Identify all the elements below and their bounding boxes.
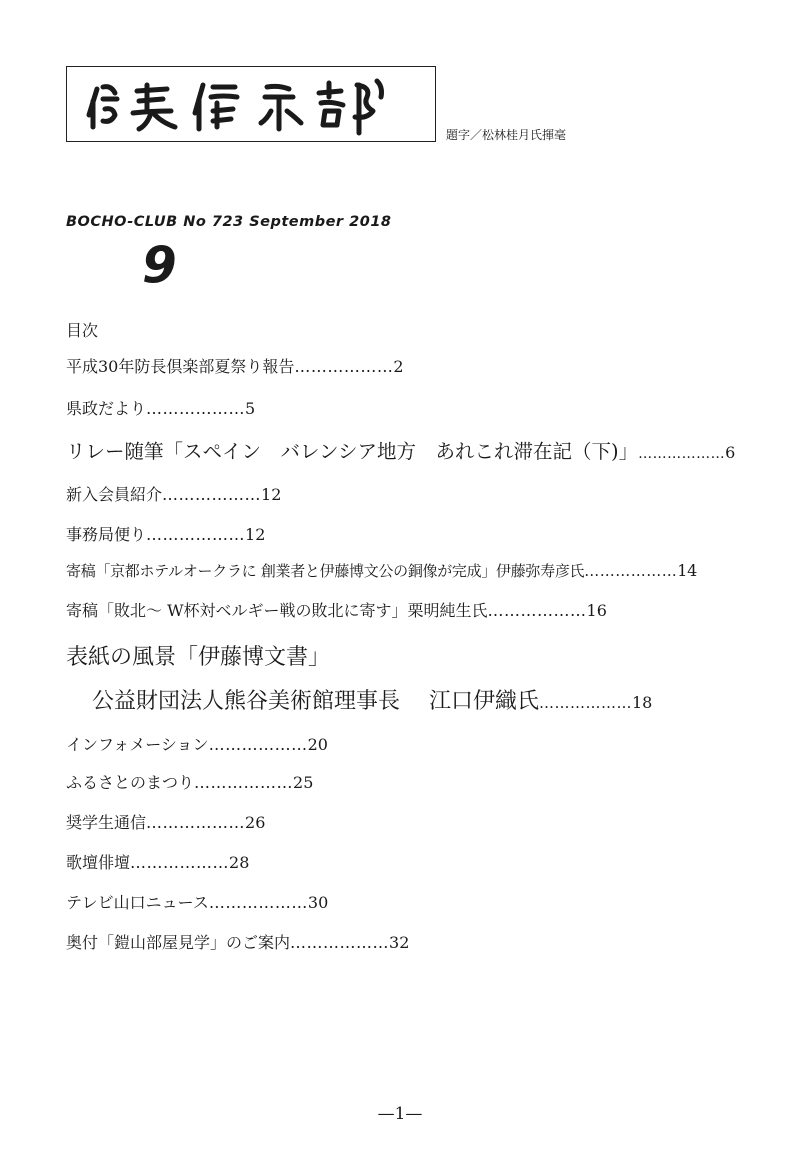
toc-item[interactable]: [66, 732, 328, 755]
toc-item-leader: ………………: [162, 485, 262, 504]
toc-item-title: テレビ山口ニュース: [66, 893, 209, 912]
toc-item-leader: ………………: [130, 853, 230, 872]
toc-item-page: 20: [307, 735, 328, 754]
toc-item[interactable]: [66, 560, 697, 581]
toc-item[interactable]: [66, 482, 281, 505]
toc-item-title: 表紙の風景「伊藤博文書」: [66, 645, 331, 670]
toc-item-title: 寄稿「敗北～ W杯対ベルギー戦の敗北に寄す」栗明純生氏: [66, 601, 488, 620]
toc-heading: 目次: [66, 321, 99, 340]
toc-item-leader: ………………: [539, 694, 632, 712]
toc-item[interactable]: [66, 810, 265, 833]
toc-item-page: 30: [307, 893, 329, 912]
calligraphy-credit: 題字／松林桂月氏揮毫: [446, 128, 567, 142]
title-logo-text: [67, 67, 68, 68]
toc-item-leader: ………………: [584, 562, 678, 580]
toc-item-page: 2: [393, 357, 404, 376]
toc-item[interactable]: [66, 598, 607, 621]
toc-item-page: 14: [677, 561, 697, 580]
toc-item-title: 新入会員紹介: [66, 485, 163, 504]
toc-item-leader: ………………: [146, 525, 246, 544]
toc-item-page: 25: [293, 773, 314, 792]
toc-item[interactable]: [66, 436, 735, 464]
toc-item-leader: ………………: [146, 399, 246, 418]
toc-item[interactable]: [92, 684, 652, 715]
issue-line: BOCHO-CLUB No 723 September 2018: [66, 214, 392, 230]
toc-item-title: インフォメーション: [66, 735, 209, 754]
toc-item-page: 6: [725, 443, 736, 462]
toc-item[interactable]: [66, 522, 265, 545]
toc-item-title: リレー随筆「スペイン バレンシア地方 あれこれ滞在記（下)」: [66, 440, 639, 463]
toc-item-leader: ………………: [487, 601, 587, 620]
toc-item[interactable]: [66, 930, 409, 953]
toc-item-title: 事務局便り: [66, 525, 147, 544]
toc-item-leader: ………………: [194, 773, 294, 792]
toc-item-page: 12: [245, 525, 266, 544]
toc-item-page: 32: [389, 933, 410, 952]
toc-item[interactable]: [66, 640, 330, 671]
toc-item-title: 奨学生通信: [66, 813, 147, 832]
toc-item-leader: ………………: [638, 446, 726, 462]
toc-item-leader: ………………: [294, 357, 394, 376]
page-number-footer: —1—: [377, 1104, 423, 1124]
toc-item-leader: ………………: [290, 933, 390, 952]
toc-item-title: 歌壇俳壇: [66, 853, 131, 872]
toc-item-leader: ………………: [208, 893, 308, 912]
toc-item[interactable]: [66, 396, 255, 419]
toc-item-page: 18: [632, 693, 653, 712]
toc-item[interactable]: [66, 354, 404, 377]
toc-item-page: 26: [245, 813, 266, 832]
month-number: 9: [142, 236, 177, 294]
toc-item[interactable]: [66, 890, 328, 913]
toc-item-page: 5: [245, 399, 256, 418]
toc-item-title: 平成30年防長倶楽部夏祭り報告: [66, 357, 295, 376]
toc-item-page: 16: [586, 601, 607, 620]
toc-item-title: 寄稿「京都ホテルオークラに 創業者と伊藤博文公の銅像が完成」伊藤弥寿彦氏: [66, 562, 585, 580]
toc-item-page: 12: [261, 485, 282, 504]
toc-item[interactable]: [66, 770, 313, 793]
toc-item-title: 奥付「鎧山部屋見学」のご案内: [66, 933, 291, 952]
toc-item-leader: ………………: [208, 735, 308, 754]
toc-item-title: 公益財団法人熊谷美術館理事長 江口伊織氏: [92, 689, 539, 714]
toc-item-leader: ………………: [146, 813, 246, 832]
toc-item-page: 28: [229, 853, 250, 872]
toc-item-title: 県政だより: [66, 399, 147, 418]
toc-item-title: ふるさとのまつり: [66, 773, 195, 792]
toc-item[interactable]: [66, 850, 249, 873]
calligraphy-logo: [67, 67, 437, 143]
title-logo-box: [66, 66, 436, 142]
